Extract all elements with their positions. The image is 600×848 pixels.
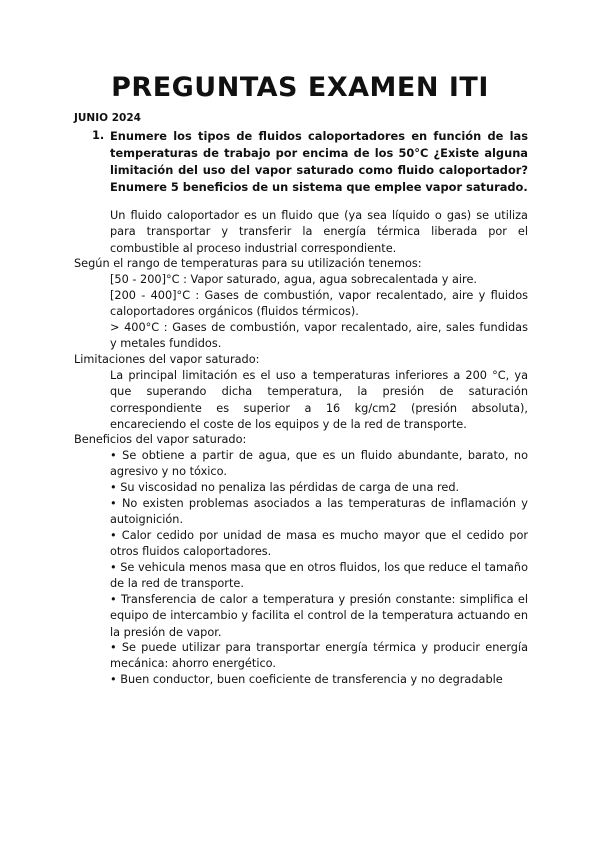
limitations-label: Limitaciones del vapor saturado:: [74, 353, 260, 366]
answer-intro: Un fluido caloportador es un fluido que (ya sea líquido o gas) se utiliza para transportar y transferir la energía térmica liberada por el combustible al proceso industrial correspondiente.: [110, 209, 528, 255]
question-number: 1.: [92, 128, 105, 142]
benefit-item: • Se obtiene a partir de agua, que es un fluido abundante, barato, no agresivo y no tóxico.: [110, 449, 528, 479]
benefit-item: • Su viscosidad no penaliza las pérdidas de carga de una red.: [110, 481, 460, 494]
page-title: PREGUNTAS EXAMEN ITI: [111, 72, 489, 103]
ranges-label: Según el rango de temperaturas para su utilización tenemos:: [74, 257, 422, 270]
range-item: > 400°C : Gases de combustión, vapor recalentado, aire, sales fundidas y metales fundidos.: [110, 321, 528, 351]
benefit-item: • Se puede utilizar para transportar energía térmica y producir energía mecánica: ahorro energético.: [110, 641, 528, 671]
benefit-item: • No existen problemas asociados a las temperaturas de inflamación y autoignición.: [110, 497, 528, 527]
benefit-item: • Se vehicula menos masa que en otros fluidos, los que reduce el tamaño de la red de transporte.: [110, 561, 528, 591]
benefit-item: • Calor cedido por unidad de masa es mucho mayor que el cedido por otros fluidos caloportadores.: [110, 529, 528, 559]
limitations-text: La principal limitación es el uso a temperaturas inferiores a 200 °C, ya que superando dicha temperatura, la presión de saturación correspondiente es superior a 16 kg/cm2 (presión absoluta), encareciendo el coste de los equipos y de la red de transporte.: [110, 369, 528, 431]
exam-session: JUNIO 2024: [74, 112, 141, 124]
range-item: [50 - 200]°C : Vapor saturado, agua, agua sobrecalentada y aire.: [110, 273, 477, 286]
range-item: [200 - 400]°C : Gases de combustión, vapor recalentado, aire y fluidos caloportadores orgánicos (fluidos térmicos).: [110, 289, 528, 319]
benefits-label: Beneficios del vapor saturado:: [74, 433, 247, 446]
question-text: Enumere los tipos de fluidos caloportadores en función de las temperaturas de trabajo por encima de los 50°C ¿Existe alguna limitación del uso del vapor saturado como fluido caloportador? Enumere 5 beneficios de un sistema que emplee vapor saturado.: [110, 129, 528, 194]
benefit-item: • Buen conductor, buen coeficiente de transferencia y no degradable: [110, 673, 503, 686]
benefit-item: • Transferencia de calor a temperatura y presión constante: simplifica el equipo de intercambio y facilita el control de la temperatura actuando en la presión de vapor.: [110, 593, 528, 639]
